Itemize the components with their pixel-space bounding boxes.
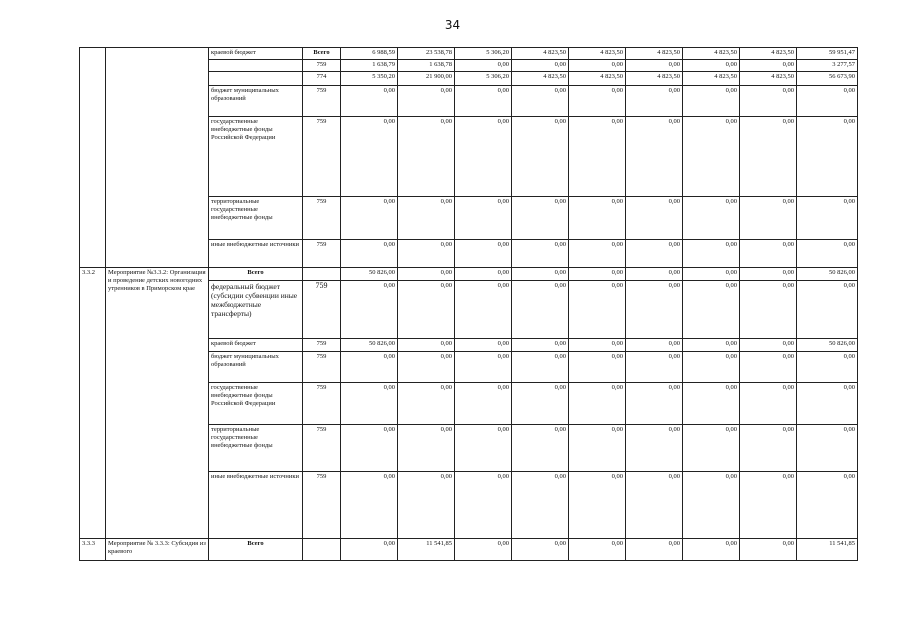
value-cell: 0,00	[626, 281, 683, 339]
total-cell: 0,00	[797, 117, 858, 197]
value-cell: 0,00	[740, 281, 797, 339]
value-cell: 5 350,20	[341, 72, 398, 86]
value-cell: 4 823,50	[626, 48, 683, 60]
value-cell: 0,00	[455, 539, 512, 561]
value-cell: 0,00	[455, 339, 512, 352]
value-cell: 0,00	[398, 383, 455, 425]
value-cell: 0,00	[569, 268, 626, 281]
total-cell: 0,00	[797, 240, 858, 268]
value-cell: 0,00	[455, 425, 512, 472]
value-cell: 0,00	[398, 197, 455, 240]
source-cell	[209, 72, 303, 86]
source-cell: иные внебюджетные источники	[209, 472, 303, 539]
value-cell: 0,00	[455, 197, 512, 240]
value-cell: 0,00	[740, 117, 797, 197]
total-cell: 50 826,00	[797, 339, 858, 352]
code-cell: 759	[303, 339, 341, 352]
value-cell: 4 823,50	[740, 72, 797, 86]
value-cell: 0,00	[512, 539, 569, 561]
value-cell: 0,00	[740, 60, 797, 72]
value-cell: 4 823,50	[512, 72, 569, 86]
code-cell: 774	[303, 72, 341, 86]
table-row	[80, 48, 858, 60]
value-cell: 0,00	[341, 352, 398, 383]
value-cell: 0,00	[455, 281, 512, 339]
source-cell: Всего	[209, 539, 303, 561]
value-cell: 4 823,50	[683, 72, 740, 86]
value-cell: 0,00	[398, 240, 455, 268]
value-cell: 11 541,85	[398, 539, 455, 561]
value-cell: 0,00	[398, 268, 455, 281]
value-cell: 0,00	[569, 281, 626, 339]
value-cell: 0,00	[683, 117, 740, 197]
value-cell: 0,00	[512, 117, 569, 197]
value-cell: 0,00	[455, 352, 512, 383]
value-cell: 0,00	[740, 425, 797, 472]
value-cell: 0,00	[569, 383, 626, 425]
item-title: Мероприятие № 3.3.3: Субсидия из краевого	[106, 539, 209, 561]
value-cell: 4 823,50	[683, 48, 740, 60]
value-cell: 0,00	[740, 268, 797, 281]
total-cell: 3 277,57	[797, 60, 858, 72]
total-cell: 0,00	[797, 425, 858, 472]
value-cell: 0,00	[569, 86, 626, 117]
value-cell: 0,00	[626, 539, 683, 561]
value-cell: 0,00	[512, 240, 569, 268]
value-cell: 0,00	[398, 425, 455, 472]
value-cell: 23 538,78	[398, 48, 455, 60]
value-cell: 0,00	[626, 117, 683, 197]
source-cell: бюджет муниципальных образований	[209, 352, 303, 383]
value-cell: 0,00	[512, 352, 569, 383]
value-cell: 0,00	[341, 425, 398, 472]
source-cell: бюджет муниципальных образований	[209, 86, 303, 117]
value-cell: 0,00	[626, 60, 683, 72]
value-cell: 0,00	[626, 197, 683, 240]
value-cell: 0,00	[626, 86, 683, 117]
value-cell: 0,00	[455, 60, 512, 72]
value-cell: 0,00	[398, 117, 455, 197]
value-cell: 0,00	[398, 352, 455, 383]
value-cell: 0,00	[341, 240, 398, 268]
value-cell: 0,00	[512, 425, 569, 472]
total-cell: 11 541,85	[797, 539, 858, 561]
value-cell: 0,00	[455, 117, 512, 197]
value-cell: 0,00	[512, 60, 569, 72]
value-cell: 0,00	[455, 240, 512, 268]
table-row	[80, 268, 858, 281]
source-cell: Всего	[209, 268, 303, 281]
value-cell: 0,00	[569, 240, 626, 268]
value-cell: 0,00	[569, 472, 626, 539]
budget-table	[79, 47, 858, 561]
value-cell: 0,00	[455, 268, 512, 281]
source-cell: государственные внебюджетные фонды Российской Федерации	[209, 383, 303, 425]
value-cell: 0,00	[341, 472, 398, 539]
value-cell: 0,00	[683, 383, 740, 425]
item-index: 3.3.3	[80, 539, 106, 561]
code-cell: 759	[303, 197, 341, 240]
index-cell	[80, 48, 106, 268]
source-cell: федеральный бюджет (субсидии субвенции иные межбюджетные трансферты)	[209, 281, 303, 339]
value-cell: 0,00	[740, 472, 797, 539]
value-cell: 5 306,20	[455, 48, 512, 60]
code-cell: 759	[303, 281, 341, 339]
page-number: 34	[444, 18, 461, 32]
value-cell: 0,00	[683, 60, 740, 72]
value-cell: 0,00	[341, 197, 398, 240]
value-cell: 0,00	[569, 60, 626, 72]
value-cell: 0,00	[569, 117, 626, 197]
code-cell: 759	[303, 472, 341, 539]
total-cell: 0,00	[797, 352, 858, 383]
code-cell: 759	[303, 425, 341, 472]
total-cell: 0,00	[797, 86, 858, 117]
value-cell: 0,00	[626, 352, 683, 383]
value-cell: 0,00	[512, 472, 569, 539]
value-cell: 0,00	[512, 86, 569, 117]
value-cell: 50 826,00	[341, 339, 398, 352]
value-cell: 4 823,50	[740, 48, 797, 60]
value-cell: 0,00	[455, 472, 512, 539]
value-cell: 0,00	[626, 425, 683, 472]
source-cell: краевой бюджет	[209, 48, 303, 60]
value-cell: 0,00	[398, 472, 455, 539]
value-cell: 0,00	[740, 197, 797, 240]
value-cell: 0,00	[569, 425, 626, 472]
total-cell: 50 826,00	[797, 268, 858, 281]
value-cell: 0,00	[512, 339, 569, 352]
value-cell: 0,00	[683, 240, 740, 268]
value-cell: 0,00	[569, 339, 626, 352]
item-title: Мероприятие №3.3.2: Организация и проведение детских новогодних утренников в Приморском крае	[106, 268, 209, 539]
value-cell: 0,00	[512, 197, 569, 240]
value-cell: 1 638,78	[398, 60, 455, 72]
value-cell: 0,00	[512, 268, 569, 281]
value-cell: 4 823,50	[512, 48, 569, 60]
value-cell: 1 638,79	[341, 60, 398, 72]
value-cell: 0,00	[740, 383, 797, 425]
title-cell	[106, 48, 209, 268]
code-cell: 759	[303, 117, 341, 197]
source-cell	[209, 60, 303, 72]
code-cell: Всего	[303, 48, 341, 60]
value-cell: 0,00	[683, 352, 740, 383]
value-cell: 4 823,50	[569, 72, 626, 86]
value-cell: 0,00	[398, 86, 455, 117]
value-cell: 0,00	[683, 197, 740, 240]
value-cell: 0,00	[683, 425, 740, 472]
source-cell: территориальные государственные внебюджетные фонды	[209, 425, 303, 472]
value-cell: 0,00	[455, 383, 512, 425]
value-cell: 0,00	[626, 339, 683, 352]
value-cell: 0,00	[740, 339, 797, 352]
code-cell: 759	[303, 86, 341, 117]
value-cell: 0,00	[626, 268, 683, 281]
code-cell: 759	[303, 60, 341, 72]
total-cell: 56 673,90	[797, 72, 858, 86]
value-cell: 0,00	[740, 86, 797, 117]
value-cell: 0,00	[683, 86, 740, 117]
value-cell: 0,00	[398, 281, 455, 339]
value-cell: 0,00	[626, 383, 683, 425]
value-cell: 0,00	[569, 539, 626, 561]
value-cell: 5 306,20	[455, 72, 512, 86]
value-cell: 21 900,00	[398, 72, 455, 86]
value-cell: 0,00	[455, 86, 512, 117]
value-cell: 0,00	[341, 117, 398, 197]
value-cell: 0,00	[569, 352, 626, 383]
value-cell: 0,00	[569, 197, 626, 240]
code-cell	[303, 539, 341, 561]
value-cell: 0,00	[626, 472, 683, 539]
value-cell: 0,00	[341, 281, 398, 339]
total-cell: 0,00	[797, 197, 858, 240]
value-cell: 0,00	[341, 86, 398, 117]
item-index: 3.3.2	[80, 268, 106, 539]
value-cell: 0,00	[341, 383, 398, 425]
value-cell: 0,00	[683, 539, 740, 561]
value-cell: 0,00	[683, 268, 740, 281]
value-cell: 50 826,00	[341, 268, 398, 281]
value-cell: 4 823,50	[626, 72, 683, 86]
code-cell: 759	[303, 383, 341, 425]
source-cell: краевой бюджет	[209, 339, 303, 352]
value-cell: 0,00	[626, 240, 683, 268]
code-cell: 759	[303, 240, 341, 268]
value-cell: 0,00	[512, 281, 569, 339]
source-cell: иные внебюджетные источники	[209, 240, 303, 268]
source-cell: государственные внебюджетные фонды Российской Федерации	[209, 117, 303, 197]
table-row	[80, 539, 858, 561]
total-cell: 0,00	[797, 281, 858, 339]
code-cell: 759	[303, 352, 341, 383]
value-cell: 0,00	[683, 472, 740, 539]
value-cell: 6 988,59	[341, 48, 398, 60]
total-cell: 0,00	[797, 472, 858, 539]
value-cell: 0,00	[683, 281, 740, 339]
value-cell: 0,00	[683, 339, 740, 352]
source-cell: территориальные государственные внебюджетные фонды	[209, 197, 303, 240]
value-cell: 0,00	[740, 240, 797, 268]
total-cell: 59 951,47	[797, 48, 858, 60]
value-cell: 4 823,50	[569, 48, 626, 60]
total-cell: 0,00	[797, 383, 858, 425]
value-cell: 0,00	[398, 339, 455, 352]
value-cell: 0,00	[740, 352, 797, 383]
value-cell: 0,00	[341, 539, 398, 561]
code-cell	[303, 268, 341, 281]
value-cell: 0,00	[740, 539, 797, 561]
value-cell: 0,00	[512, 383, 569, 425]
